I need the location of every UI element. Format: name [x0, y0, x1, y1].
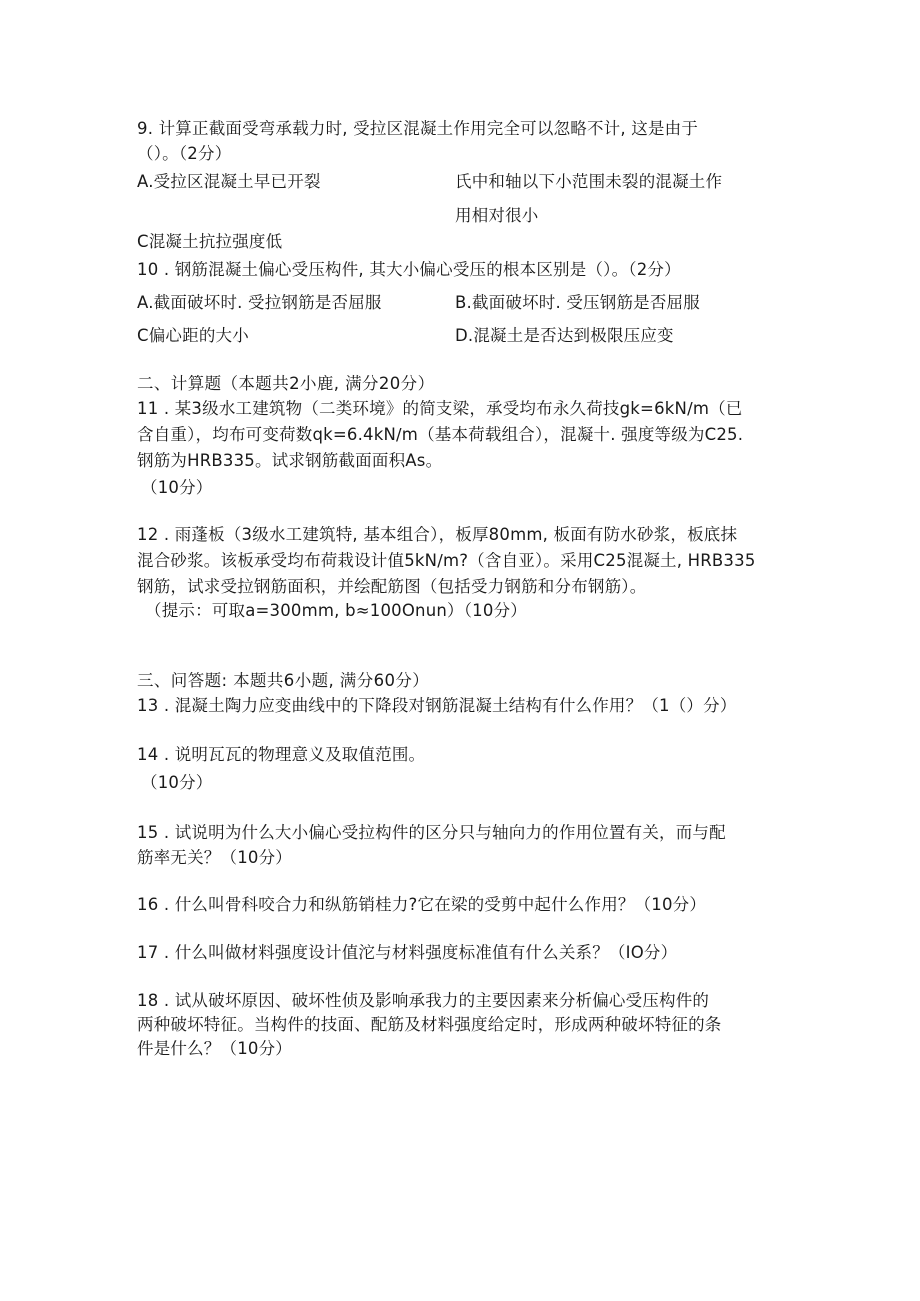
q10-option-a: A.截面破坏时. 受拉钢筋是否屈服 [137, 293, 382, 312]
q15-line2: 筋率无关？（10分） [137, 848, 292, 867]
q16-text: 16 . 什么叫骨科咬合力和纵筋销桂力?它在梁的受剪中起什么作用？（10分） [137, 895, 707, 914]
q10-option-c: C偏心距的大小 [137, 326, 249, 345]
q12-line1: 12 . 雨蓬板（3级水工建筑特, 基本组合），板厚80mm, 板面有防水砂浆，板底抹 [137, 525, 738, 544]
q10-stem: 10 . 钢筋混凝土偏心受压构件, 其大小偏心受压的根本区别是（）。（2分） [137, 260, 681, 279]
q10-option-b: B.截面破坏时. 受压钢筋是否屈服 [455, 293, 700, 312]
q18-line1: 18 . 试从破坏原因、破坏性侦及影响承我力的主要因素来分析偏心受压构件的 [137, 991, 710, 1010]
q14-score: （10分） [141, 773, 213, 792]
q9-stem-line1: 9. 计算正截面受弯承载力时, 受拉区混凝土作用完全可以忽略不计, 这是由于 [137, 119, 699, 138]
q11-line1: 11 . 某3级水工建筑物（二类环境》的简支梁，承受均布永久荷技gk=6kN∕m（已 [137, 399, 743, 418]
q9-option-c: C混凝土抗拉强度低 [137, 232, 283, 251]
q15-line1: 15 . 试说明为什么大小偏心受拉构件的区分只与轴向力的作用位置有关，而与配 [137, 823, 726, 842]
q9-stem-line2: （）。（2分） [137, 144, 232, 163]
q18-line2: 两种破坏特征。当构件的技面、配筋及材料强度给定时，形成两种破坏特征的条 [137, 1015, 722, 1034]
q10-option-d: D.混凝土是否达到极限压应变 [455, 326, 674, 345]
q13-text: 13 . 混凝土陶力应变曲线中的下降段对钢筋混凝土结构有什么作用？（1（）分） [137, 696, 737, 715]
q9-option-b-line1: 氏中和轴以下小范围未裂的混凝土作 [455, 172, 723, 191]
q9-option-b-line2: 用相对很小 [455, 206, 539, 225]
q11-line2: 含自重），均布可变荷数qk=6.4kN∕m（基本荷载组合），混凝十. 强度等级为C25. [137, 425, 744, 444]
q12-line2: 混合砂浆。该板承受均布荷栽设计值5kN∕m?（含自亚）。采用C25混凝土, HRB335 [137, 551, 756, 570]
q9-option-a: A.受拉区混凝土早已开裂 [137, 172, 321, 191]
q18-line3: 件是什么？（10分） [137, 1039, 292, 1058]
q14-text: 14 . 说明瓦瓦的物理意义及取值范围。 [137, 745, 426, 764]
section3-title: 三、问答题: 本题共6小题, 满分60分） [137, 671, 430, 690]
section2-title: 二、计算题（本题共2小鹿, 满分20分） [137, 374, 435, 393]
q12-hint: （提示：可取a=300mm, b≈100Onun）（10分） [145, 601, 527, 620]
q12-line3: 钢筋，试求受拉钢筋面积，并绘配筋图（包括受力钢筋和分布钢筋）。 [137, 577, 647, 596]
q17-text: 17 . 什么叫做材料强度设计值沱与材料强度标准值有什么关系？（IO分） [137, 943, 678, 962]
q11-score: （10分） [141, 478, 213, 497]
q11-line3: 钢筋为HRB335。试求钢筋截面面积As。 [137, 451, 443, 470]
